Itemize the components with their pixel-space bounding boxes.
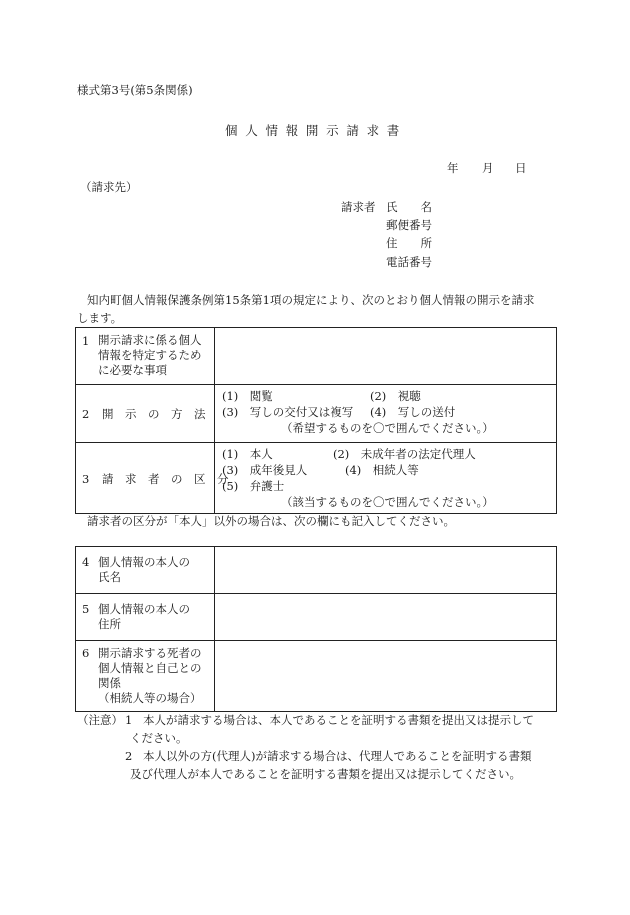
date-day-label: 日 [515,161,527,175]
row6-number: 6 [82,646,90,660]
row2-options-cell [215,385,557,443]
note1-number: 1 [125,713,133,727]
row4-label-line2: 氏名 [98,570,121,584]
row6-label-line1: 開示請求する死者の [98,646,202,660]
row4-input-cell[interactable] [215,547,557,594]
form-number: 様式第3号(第5条関係) [77,83,193,97]
category-note: （該当するものを〇で囲んでください。） [281,495,494,509]
method-option-1[interactable]: (1) 閲覧 [222,389,273,403]
row4-label-line1: 個人情報の本人の [98,555,190,569]
row3-number: 3 [82,472,90,486]
table-row [76,594,557,641]
date-year-label: 年 [447,161,459,175]
note2-text-line2: 及び代理人が本人であることを証明する書類を提出又は提示してください。 [130,767,521,781]
row5-label-cell [76,594,215,641]
row4-label-cell [76,547,215,594]
note1-text-line1: 本人が請求する場合は、本人であることを証明する書類を提出又は提示して [143,713,534,727]
row1-label-line1: 開示請求に係る個人 [98,333,202,347]
row5-label-line2: 住所 [98,617,121,631]
category-option-4[interactable]: (4) 相続人等 [345,463,419,477]
method-option-2[interactable]: (2) 視聴 [370,389,421,403]
row6-input-cell[interactable] [215,641,557,712]
row6-label-line3: 関係 [98,676,121,690]
note2-number: 2 [125,749,133,763]
intro-text-line1: 知内町個人情報保護条例第15条第1項の規定により、次のとおり個人情報の開示を請求 [87,293,535,307]
note1-text-line2: ください。 [130,731,188,745]
row4-number: 4 [82,555,90,569]
row6-label-cell [76,641,215,712]
table-row [76,328,557,385]
page-title: 個 人 情 報 開 示 請 求 書 [225,123,402,138]
requester-phone-label: 電話番号 [386,255,432,269]
row1-label-cell [76,328,215,385]
category-option-1[interactable]: (1) 本人 [222,447,273,461]
category-option-3[interactable]: (3) 成年後見人 [222,463,308,477]
table-row [76,385,557,443]
row5-input-cell[interactable] [215,594,557,641]
method-option-3[interactable]: (3) 写しの交付又は複写 [222,405,354,419]
row1-label-line3: に必要な事項 [98,363,167,377]
note2-text-line1: 本人以外の方(代理人)が請求する場合は、代理人であることを証明する書類 [143,749,532,763]
date-month-label: 月 [482,161,494,175]
row2-label: 開 示 の 方 法 [101,407,206,421]
row5-number: 5 [82,602,90,616]
request-table [75,327,557,514]
row1-label-line2: 情報を特定するため [98,348,202,362]
requester-postal-label: 郵便番号 [386,218,432,232]
notes-label: （注意） [77,713,123,727]
category-option-5[interactable]: (5) 弁護士 [222,479,285,493]
between-note: 請求者の区分が「本人」以外の場合は、次の欄にも記入してください。 [87,514,455,528]
row5-label-line1: 個人情報の本人の [98,602,190,616]
row3-label: 請 求 者 の 区 分 [101,472,229,486]
addressee-label: （請求先） [80,180,138,194]
row1-input-cell[interactable] [215,328,557,385]
requester-name-label: 氏 名 [386,200,432,214]
row3-label-cell [76,443,229,514]
requester-address-label: 住 所 [386,236,432,250]
row6-label-line2: 個人情報と自己との [98,661,202,675]
requester-label: 請求者 [341,200,376,214]
table-row [76,641,557,712]
principal-table [75,546,557,712]
row3-options-cell [215,443,557,514]
row6-label-line4: （相続人等の場合） [98,691,202,705]
row1-number: 1 [82,334,90,348]
intro-text-line2: します。 [77,311,123,325]
method-note: （希望するものを〇で囲んでください。） [281,421,494,435]
category-option-2[interactable]: (2) 未成年者の法定代理人 [333,447,476,461]
row2-number: 2 [82,407,90,421]
row2-label-cell [76,385,215,443]
method-option-4[interactable]: (4) 写しの送付 [370,405,456,419]
table-row [76,443,557,514]
table-row [76,547,557,594]
